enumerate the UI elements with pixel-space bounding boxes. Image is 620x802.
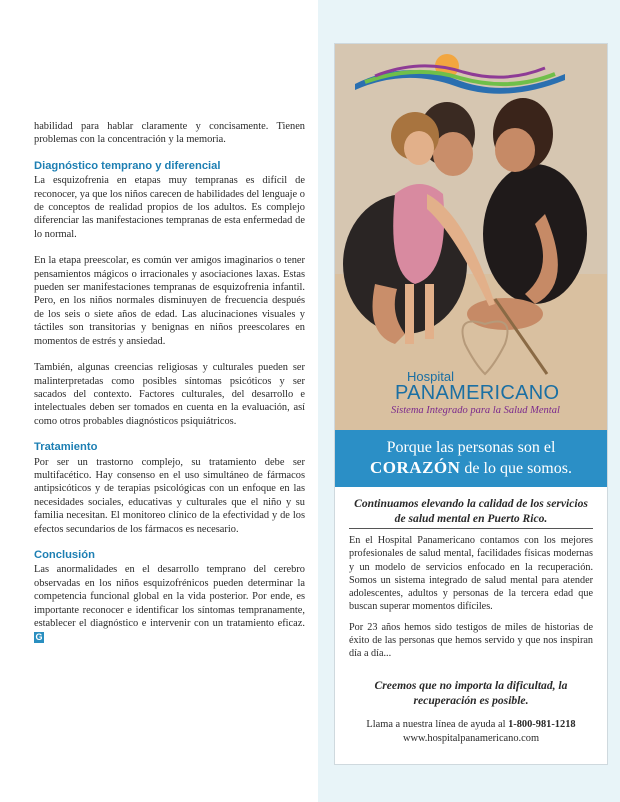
slogan-rest: de lo que somos. — [460, 460, 572, 477]
helpline-phone[interactable]: 1-800-981-1218 — [508, 719, 576, 730]
divider — [349, 528, 593, 529]
article-paragraph: habilidad para hablar claramente y concisamente. Tienen problemas con la concentración y la memoria. — [34, 121, 305, 146]
ad-lead-text: Continuamos elevando la calidad de los servicios de salud mental en Puerto Rico. — [354, 497, 588, 525]
helpline — [335, 718, 607, 732]
slogan-emphasis: CORAZÓN — [370, 458, 461, 477]
section-heading-diagnosis: Diagnóstico temprano y diferencial — [34, 159, 221, 172]
hospital-advertisement — [334, 43, 608, 765]
ad-body — [349, 534, 593, 668]
logo-text-panamericano: PANAMERICANO — [395, 382, 560, 404]
article-column — [34, 120, 305, 657]
article-paragraph: Por ser un trastorno complejo, su tratamiento debe ser multifacético. Hay consenso en el uso simultáneo de fármacos antipsicóticos y de terapias psicológicas con un enfoque en las necesidades sociales, educativas y culturales que el niño y su familia necesitan. El monitoreo clínico de la efectividad y de los efectos secundarios de los fármacos es necesario. — [34, 456, 305, 535]
ad-paragraph: Por 23 años hemos sido testigos de miles de historias de éxito de las personas que hemos servido y que nos inspiran día a día... — [349, 621, 593, 660]
hospital-logo — [335, 44, 607, 140]
article-paragraph: La esquizofrenia en etapas muy tempranas es difícil de reconocer, ya que los niños carecen de habilidades del lenguaje o de conceptos de realidad propios de los adultos. Es complejo diferenciar las manifestaciones tempranas de esta enfermedad de lo normal. — [34, 175, 305, 240]
end-of-article-icon: G — [35, 632, 43, 643]
section-heading-conclusion: Conclusión — [34, 548, 95, 561]
family-beach-photo — [335, 44, 607, 430]
article-paragraph: También, algunas creencias religiosas y culturales pueden ser malinterpretadas como posibles síntomas psicóticos y ser sacados del contexto. Factores culturales, del desarrollo e intelectuales deben ser tomados en cuenta en la evaluación, así como otros probables diagnósticos psiquiátricos. — [34, 362, 305, 427]
slogan-band — [335, 430, 607, 487]
slogan-line1: Porque las personas son el — [386, 439, 556, 456]
ad-paragraph: En el Hospital Panamericano contamos con los mejores profesionales de salud mental, facilidades físicas modernas y un modelo de servicios enfocado en la recuperación. Somos un sistema integrado de salud mental para atender adolescentes, adultos y personas de la tercera edad que buscan superar momentos difíciles. — [349, 535, 593, 613]
contact-info — [335, 718, 607, 746]
section-heading-treatment: Tratamiento — [34, 441, 98, 454]
article-paragraph: En la etapa preescolar, es común ver amigos imaginarios o tener pensamientos mágicos o irracionales y asociaciones laxas. Estas pueden ser manifestaciones tempranas de esquizofrenia infantil. Pero, en los niños normales disminuyen de frecuencia después de los seis o siete años de edad. Las alucinaciones visuales y táctiles son transitorias y benignas en niños preescolares en momentos de estrés y ansiedad. — [34, 255, 305, 347]
conclusion-text: Las anormalidades en el desarrollo temprano del cerebro observadas en los niños esquizofrénicos pueden determinar la competencia funcional global en la vida posterior. Por ende, es importante reconocer e identificar los síntomas tempranamente, establecer el diagnóstico e intervenir con un tratamiento eficaz. — [34, 564, 305, 629]
helpline-text: Llama a nuestra línea de ayuda al — [366, 719, 509, 730]
logo-text-hospital: Hospital — [407, 369, 454, 384]
article-paragraph-last — [34, 563, 305, 643]
slogan-line2 — [335, 458, 607, 478]
ad-closing-text: Creemos que no importa la dificultad, la recuperación es posible. — [374, 679, 568, 707]
website-link[interactable]: www.hospitalpanamericano.com — [402, 733, 540, 744]
logo-tagline: Sistema Integrado para la Salud Mental — [391, 405, 560, 416]
